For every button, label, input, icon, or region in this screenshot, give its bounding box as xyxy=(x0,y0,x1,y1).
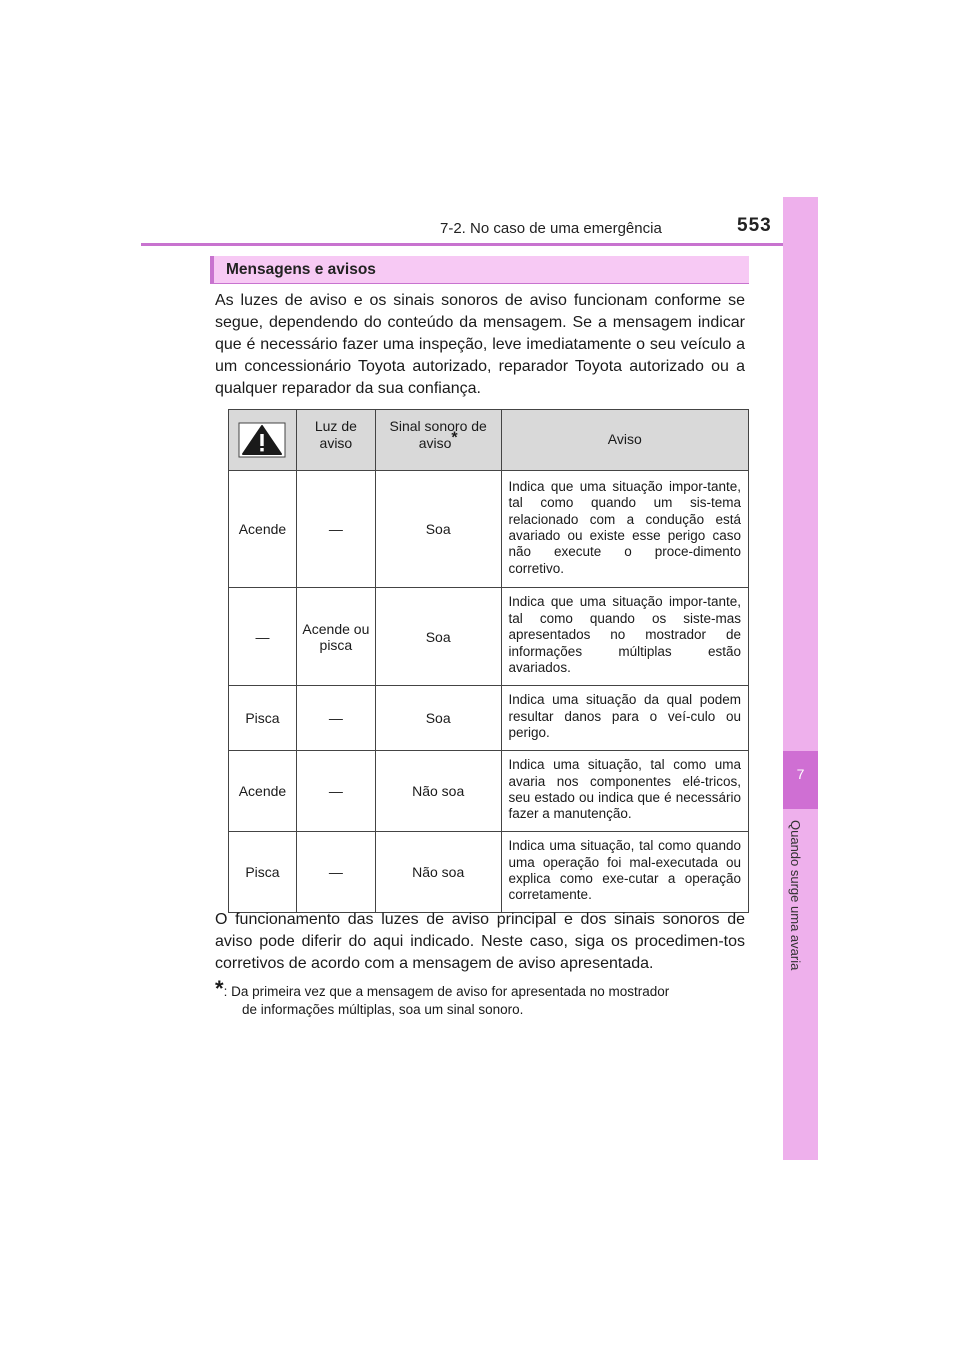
section-heading: Mensagens e avisos xyxy=(210,256,749,284)
cell-sound-state: Não soa xyxy=(375,751,501,832)
chapter-label: Quando surge uma avaria xyxy=(788,820,803,971)
header-description: Aviso xyxy=(501,410,748,471)
table-row xyxy=(229,471,749,588)
cell-sound-state: Soa xyxy=(375,588,501,686)
footnote xyxy=(215,976,745,1019)
cell-description: Indica uma situação da qual podem resultar danos para o veí-culo ou perigo. xyxy=(501,686,748,751)
cell-light-state: — xyxy=(296,471,375,588)
header-warning-light-label: Luz de aviso xyxy=(314,418,357,451)
chapter-number: 7 xyxy=(796,766,805,782)
cell-icon-state: — xyxy=(229,588,297,686)
page-number: 553 xyxy=(737,215,772,236)
cell-light-state: Acende ou pisca xyxy=(296,588,375,686)
cell-description: Indica que uma situação impor-tante, tal como quando um sis-tema relacionado com a condução está avariado ou existe esse perigo caso não execute o proce-dimento corretivo. xyxy=(501,471,748,588)
cell-sound-state: Não soa xyxy=(375,832,501,913)
asterisk-mark: * xyxy=(451,429,458,447)
footnote-line-1 xyxy=(215,976,745,1001)
cell-description: Indica uma situação, tal como quando uma operação foi mal-executada ou explica como exe-cutar a operação corretamente. xyxy=(501,832,748,913)
outro-paragraph: O funcionamento das luzes de aviso principal e dos sinais sonoros de aviso pode diferir do aqui indicado. Neste caso, siga os procedimen-tos corretivos de acordo com a mensagem de aviso apresentada. xyxy=(215,911,745,972)
cell-sound-state: Soa xyxy=(375,686,501,751)
header-icon-cell xyxy=(229,410,297,471)
intro-paragraph: As luzes de aviso e os sinais sonoros de aviso funcionam conforme se segue, dependendo do conteúdo da mensagem. Se a mensagem indicar que é necessário fazer uma inspeção, leve imediatamente o seu veículo a um concessionário Toyota autorizado, reparador Toyota autorizado ou a qualquer reparador da sua confiança. xyxy=(215,292,745,397)
footnote-line-2: de informações múltiplas, soa um sinal sonoro. xyxy=(242,1002,524,1017)
header-warning-sound-label: Sinal sonoro de aviso xyxy=(389,418,487,451)
cell-icon-state: Acende xyxy=(229,751,297,832)
table-row xyxy=(229,832,749,913)
cell-light-state: — xyxy=(296,686,375,751)
footnote-text-1: : Da primeira vez que a mensagem de aviso for apresentada no mostrador xyxy=(223,984,670,999)
header-warning-sound xyxy=(375,410,501,471)
cell-light-state: — xyxy=(296,832,375,913)
footnote-asterisk: * xyxy=(215,976,224,1001)
cell-light-state: — xyxy=(296,751,375,832)
cell-description: Indica que uma situação impor-tante, tal como quando os siste-mas apresentados no mostrador de informações múltiplas estão avariados. xyxy=(501,588,748,686)
header-rule xyxy=(141,243,818,246)
chapter-side-tab xyxy=(783,197,818,1160)
cell-sound-state: Soa xyxy=(375,471,501,588)
warning-table xyxy=(228,409,749,913)
cell-description: Indica uma situação, tal como uma avaria nos componentes elé-tricos, seu estado ou indica que é necessário fazer a manutenção. xyxy=(501,751,748,832)
table-row xyxy=(229,588,749,686)
cell-icon-state: Pisca xyxy=(229,832,297,913)
cell-icon-state: Acende xyxy=(229,471,297,588)
cell-icon-state: Pisca xyxy=(229,686,297,751)
table-row xyxy=(229,686,749,751)
table-row xyxy=(229,751,749,832)
table-header-row xyxy=(229,410,749,471)
warning-triangle-icon xyxy=(238,422,286,458)
header-warning-light xyxy=(296,410,375,471)
running-header-title: 7-2. No caso de uma emergência xyxy=(440,220,662,237)
